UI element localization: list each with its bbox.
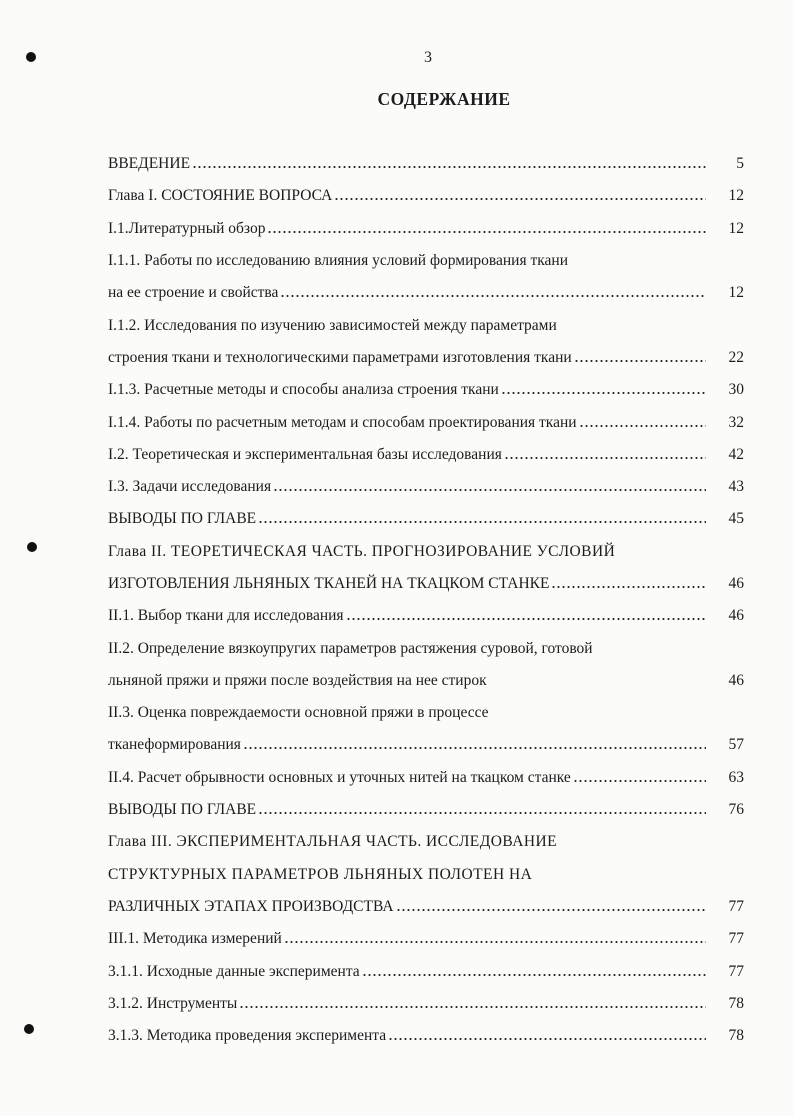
toc-entry <box>108 794 744 826</box>
toc-entry-text: II.4. Расчет обрывности основных и уточных нитей на ткацком станке <box>108 768 571 786</box>
toc-entry-page: 78 <box>728 1027 744 1045</box>
dot-leader <box>579 425 706 427</box>
punch-hole-bottom <box>24 1024 34 1034</box>
toc-entry-text: льняной пряжи и пряжи после воздействия на нее стирок <box>108 671 487 689</box>
toc-entry-page: 43 <box>728 478 744 496</box>
toc-entry-text: РАЗЛИЧНЫХ ЭТАПАХ ПРОИЗВОДСТВА <box>108 897 394 915</box>
dot-leader <box>574 360 706 362</box>
toc-entry-text: Глава III. ЭКСПЕРИМЕНТАЛЬНАЯ ЧАСТЬ. ИССЛЕДОВАНИЕ <box>108 833 558 851</box>
toc-entry <box>108 245 744 277</box>
toc-entry-text: I.3. Задачи исследования <box>108 478 272 496</box>
toc-entry <box>108 180 744 212</box>
toc-entry-page: 77 <box>728 962 744 980</box>
toc-entry <box>108 1020 744 1052</box>
toc-entry-page: 46 <box>728 575 744 592</box>
dot-leader <box>504 457 706 459</box>
toc-entry-text: II.1. Выбор ткани для исследования <box>108 607 344 625</box>
toc-entry <box>108 568 744 600</box>
dot-leader <box>280 295 706 297</box>
toc-entry-text: I.1.1. Работы по исследованию влияния условий формирования ткани <box>108 252 569 270</box>
toc-entry-page: 5 <box>736 155 744 173</box>
toc-entry <box>108 439 744 471</box>
toc-entry-text: 3.1.3. Методика проведения эксперимента <box>108 1027 387 1045</box>
dot-leader <box>258 812 706 814</box>
toc-entry-page: 77 <box>728 930 744 948</box>
dot-leader <box>396 909 706 911</box>
toc-entry-page: 32 <box>728 413 744 431</box>
toc-entry <box>108 148 744 180</box>
dot-leader <box>388 1038 706 1040</box>
toc-entry-page: 12 <box>728 284 744 302</box>
toc-entry-text: 3.1.2. Инструменты <box>108 994 238 1012</box>
toc-entry-page: 22 <box>728 348 744 366</box>
toc-entry <box>108 213 744 245</box>
toc-entry-text: I.1.Литературный обзор <box>108 219 266 237</box>
toc-entry-page: 57 <box>728 736 744 754</box>
toc-entry <box>108 600 744 632</box>
toc-entry-text: на ее строение и свойства <box>108 284 279 302</box>
toc-entry-text: I.1.4. Работы по расчетным методам и способам проектирования ткани <box>108 413 577 431</box>
dot-leader <box>362 974 706 976</box>
dot-leader <box>267 231 706 233</box>
toc-entry-text: ИЗГОТОВЛЕНИЯ ЛЬНЯНЫХ ТКАНЕЙ НА ТКАЦКОМ СТАНКЕ <box>108 575 550 592</box>
toc-entry <box>108 923 744 955</box>
toc-entry-text: 3.1.1. Исходные данные эксперимента <box>108 962 360 980</box>
toc-entry <box>108 406 744 438</box>
toc-entry-page: 46 <box>728 671 744 689</box>
toc-entry <box>108 342 744 374</box>
toc-entry-page: 77 <box>728 897 744 915</box>
toc-entry <box>108 665 744 697</box>
toc-entry-page: 42 <box>728 445 744 463</box>
toc-entry-text: I.2. Теоретическая и экспериментальная базы исследования <box>108 445 502 463</box>
toc-entry <box>108 729 744 761</box>
toc-entry-text: Глава I. СОСТОЯНИЕ ВОПРОСА <box>108 187 333 205</box>
toc-entry-text: II.3. Оценка повреждаемости основной пряжи в процессе <box>108 704 489 722</box>
toc-entry-text: тканеформирования <box>108 736 241 754</box>
dot-leader <box>258 521 706 523</box>
toc-entry <box>108 632 744 664</box>
toc-entry-page: 78 <box>728 994 744 1012</box>
toc-entry-page: 12 <box>728 187 744 205</box>
toc-entry-text: ВВЕДЕНИЕ <box>108 155 191 173</box>
dot-leader <box>346 618 706 620</box>
toc-entry <box>108 374 744 406</box>
dot-leader <box>334 198 706 200</box>
toc-entry <box>108 891 744 923</box>
punch-hole-middle <box>27 542 37 552</box>
toc-entry-text: строения ткани и технологическими параметрами изготовления ткани <box>108 348 572 366</box>
toc-entry-text: I.1.3. Расчетные методы и способы анализа строения ткани <box>108 381 499 399</box>
toc-entry <box>108 988 744 1020</box>
dot-leader <box>192 166 706 168</box>
toc-entry <box>108 762 744 794</box>
table-of-contents <box>108 148 744 1052</box>
dot-leader <box>551 586 706 588</box>
page-number: 3 <box>424 49 432 66</box>
toc-entry-page: 30 <box>728 381 744 399</box>
toc-entry-page: 45 <box>728 510 744 528</box>
toc-entry <box>108 503 744 535</box>
toc-entry-page: 12 <box>728 219 744 237</box>
dot-leader <box>239 1006 706 1008</box>
punch-hole-top <box>26 52 36 62</box>
toc-entry <box>108 471 744 503</box>
dot-leader <box>573 780 706 782</box>
toc-entry-text: ВЫВОДЫ ПО ГЛАВЕ <box>108 510 257 528</box>
toc-entry <box>108 536 744 568</box>
toc-entry-text: ВЫВОДЫ ПО ГЛАВЕ <box>108 801 257 819</box>
toc-entry-text: III.1. Методика измерений <box>108 930 282 948</box>
toc-entry-page: 46 <box>728 607 744 625</box>
dot-leader <box>284 941 706 943</box>
page-title: СОДЕРЖАНИЕ <box>377 89 511 109</box>
toc-entry-text: Глава II. ТЕОРЕТИЧЕСКАЯ ЧАСТЬ. ПРОГНОЗИРОВАНИЕ УСЛОВИЙ <box>108 542 616 560</box>
toc-entry <box>108 697 744 729</box>
toc-entry <box>108 309 744 341</box>
toc-entry <box>108 277 744 309</box>
dot-leader <box>273 489 706 491</box>
toc-entry-page: 76 <box>728 801 744 819</box>
dot-leader <box>501 392 706 394</box>
dot-leader <box>243 747 706 749</box>
toc-entry <box>108 859 744 891</box>
toc-entry <box>108 955 744 987</box>
toc-entry-page: 63 <box>728 768 744 786</box>
toc-entry <box>108 826 744 858</box>
toc-entry-text: СТРУКТУРНЫХ ПАРАМЕТРОВ ЛЬНЯНЫХ ПОЛОТЕН НА <box>108 865 533 883</box>
toc-entry-text: I.1.2. Исследования по изучению зависимостей между параметрами <box>108 316 557 334</box>
toc-entry-text: II.2. Определение вязкоупругих параметров растяжения суровой, готовой <box>108 639 593 657</box>
